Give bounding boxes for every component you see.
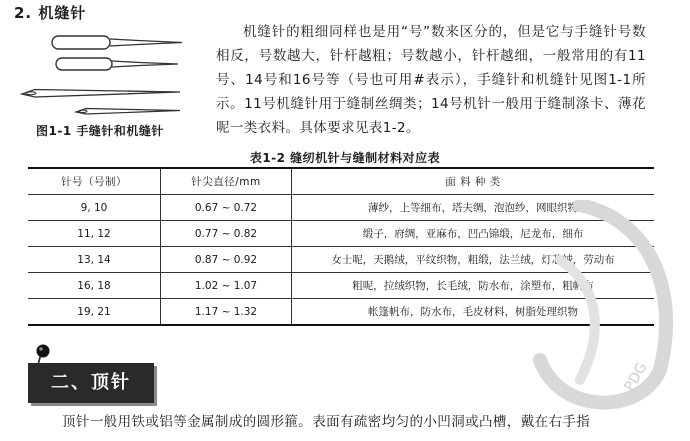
- cell-fabric-type: 粗呢，拉绒织物，长毛绒，防水布，涂塑布，粗帆布: [292, 273, 655, 299]
- col-header-needle-size: 针号（号制）: [28, 168, 161, 195]
- section-heading: 2. 机缝针: [14, 4, 87, 22]
- hand-needle-short: [76, 109, 180, 115]
- cell-tip-diameter: 1.02 ~ 1.07: [161, 273, 292, 299]
- cell-fabric-type: 帐篷帆布，防水布，毛皮材料，树脂处理织物: [292, 299, 655, 326]
- body-text-bottom: 顶针一般用铁或铝等金属制成的圆形箍。表面有疏密均匀的小凹洞或凸槽，戴在右手指: [62, 414, 591, 430]
- table-row: [28, 195, 654, 221]
- watermark-label: PDG: [621, 359, 651, 394]
- cell-needle-size: 19, 21: [28, 299, 161, 326]
- cell-fabric-type: 薄纱，上等细布，塔夫绸，泡泡纱，网眼织物: [292, 195, 655, 221]
- machine-needle-2: [56, 58, 178, 70]
- cell-needle-size: 16, 18: [28, 273, 161, 299]
- cell-needle-size: 9, 10: [28, 195, 161, 221]
- table-row: [28, 273, 654, 299]
- machine-needle-1: [52, 36, 182, 49]
- table-row: [28, 221, 654, 247]
- col-header-tip-diameter: 针尖直径/mm: [161, 168, 292, 195]
- col-header-fabric-type: 面 料 种 类: [292, 168, 655, 195]
- table-row: [28, 247, 654, 273]
- cell-tip-diameter: 0.67 ~ 0.72: [161, 195, 292, 221]
- needle-fabric-table: [28, 167, 654, 326]
- table-header-row: [28, 168, 654, 195]
- cell-fabric-type: 缎子，府绸，亚麻布，凹凸锦缎，尼龙布，细布: [292, 221, 655, 247]
- cell-needle-size: 11, 12: [28, 221, 161, 247]
- cell-needle-size: 13, 14: [28, 247, 161, 273]
- cell-fabric-type: 女士呢，天鹅绒，平纹织物，粗缎，法兰绒，灯芯绒，劳动布: [292, 247, 655, 273]
- section-banner: 二、顶针: [28, 363, 154, 403]
- needles-figure: [20, 32, 190, 117]
- table-caption: 表1-2 缝纫机针与缝制材料对应表: [249, 151, 441, 165]
- cell-tip-diameter: 0.87 ~ 0.92: [161, 247, 292, 273]
- cell-tip-diameter: 0.77 ~ 0.82: [161, 221, 292, 247]
- hand-needle-long: [22, 90, 180, 98]
- body-paragraph: 机缝针的粗细同样也是用“号”数来区分的，但是它与手缝针号数相反，号数越大，针杆越粗；号数越小，针杆越细，一般常用的有11号、14号和16号等（号也可用#表示），手缝针和机缝针见图1-1所示。11号机缝针用于缝制丝绸类；14号机针一般用于缝制涤卡、薄花呢一类衣料。具体要求见表1-2。: [216, 24, 646, 136]
- table-row: [28, 299, 654, 326]
- cell-tip-diameter: 1.17 ~ 1.32: [161, 299, 292, 326]
- figure-caption: 图1-1 手缝针和机缝针: [36, 124, 164, 138]
